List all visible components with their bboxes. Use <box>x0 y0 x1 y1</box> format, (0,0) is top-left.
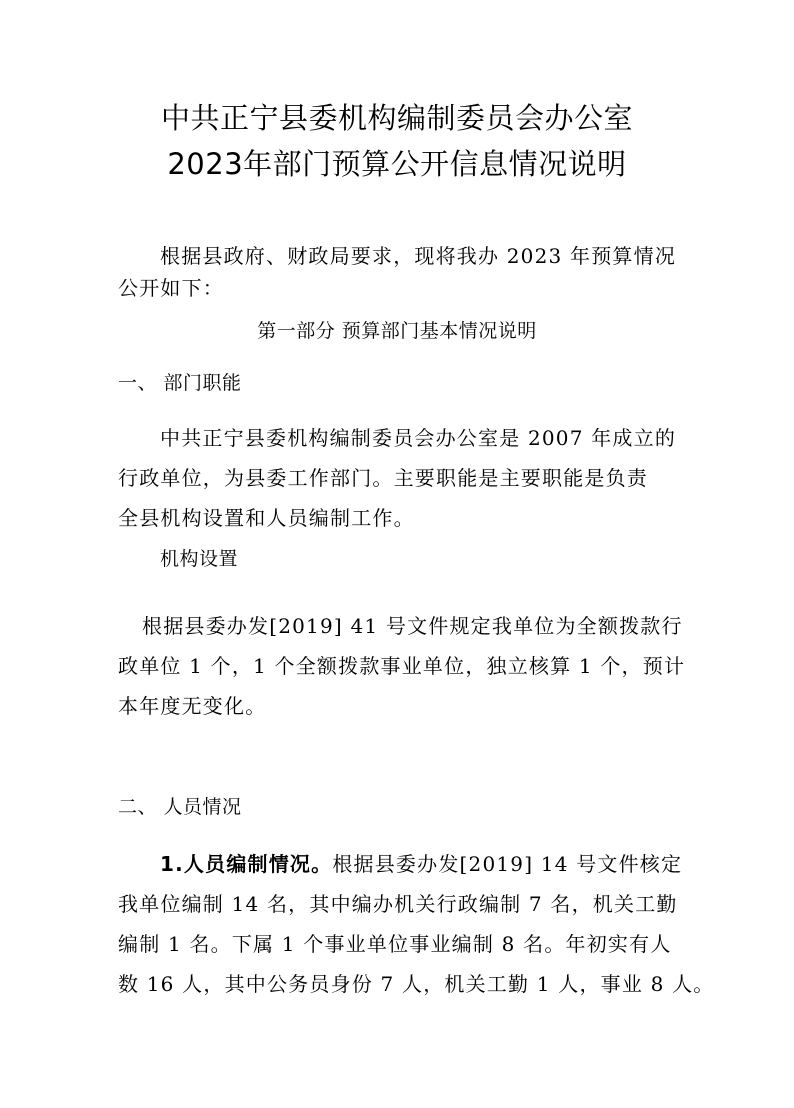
section1-paragraph-line-3: 全县机构设置和人员编制工作。 <box>118 506 415 530</box>
part-heading: 第一部分 预算部门基本情况说明 <box>257 320 537 342</box>
section2-item1-line-3: 编制 1 名。下属 1 个事业单位事业编制 8 名。年初实有人 <box>118 932 672 956</box>
section1-heading: 一、 部门职能 <box>118 372 242 394</box>
section2-item1-line-1 <box>160 848 682 877</box>
section1-sub-paragraph-line-2: 政单位 1 个，1 个全额拨款事业单位，独立核算 1 个，预计 <box>118 654 686 678</box>
intro-line-2: 公开如下： <box>118 276 224 300</box>
section2-item1-line1-rest: 根据县委办发[2019] 14 号文件核定 <box>332 852 683 876</box>
document-title-line1: 中共正宁县委机构编制委员会办公室 <box>160 101 633 135</box>
section1-paragraph-line-1: 中共正宁县委机构编制委员会办公室是 2007 年成立的 <box>160 426 677 450</box>
section1-paragraph-line-2: 行政单位，为县委工作部门。主要职能是主要职能是负责 <box>118 466 648 490</box>
section2-item1-label: 1.人员编制情况。 <box>160 852 333 876</box>
section1-sub-paragraph-line-1: 根据县委办发[2019] 41 号文件规定我单位为全额拨款行 <box>142 614 683 638</box>
section2-heading: 二、 人员情况 <box>118 796 242 818</box>
section1-sub-paragraph-line-3: 本年度无变化。 <box>118 694 267 718</box>
intro-line-1: 根据县政府、财政局要求，现将我办 2023 年预算情况 <box>160 244 677 268</box>
section2-item1-line-4: 数 16 人，其中公务员身份 7 人，机关工勤 1 人，事业 8 人。 <box>118 972 715 996</box>
section2-item1-line-2: 我单位编制 14 名，其中编办机关行政编制 7 名，机关工勤 <box>118 892 678 916</box>
document-title-line2: 2023年部门预算公开信息情况说明 <box>167 147 627 181</box>
section1-sub-heading: 机构设置 <box>160 548 239 570</box>
